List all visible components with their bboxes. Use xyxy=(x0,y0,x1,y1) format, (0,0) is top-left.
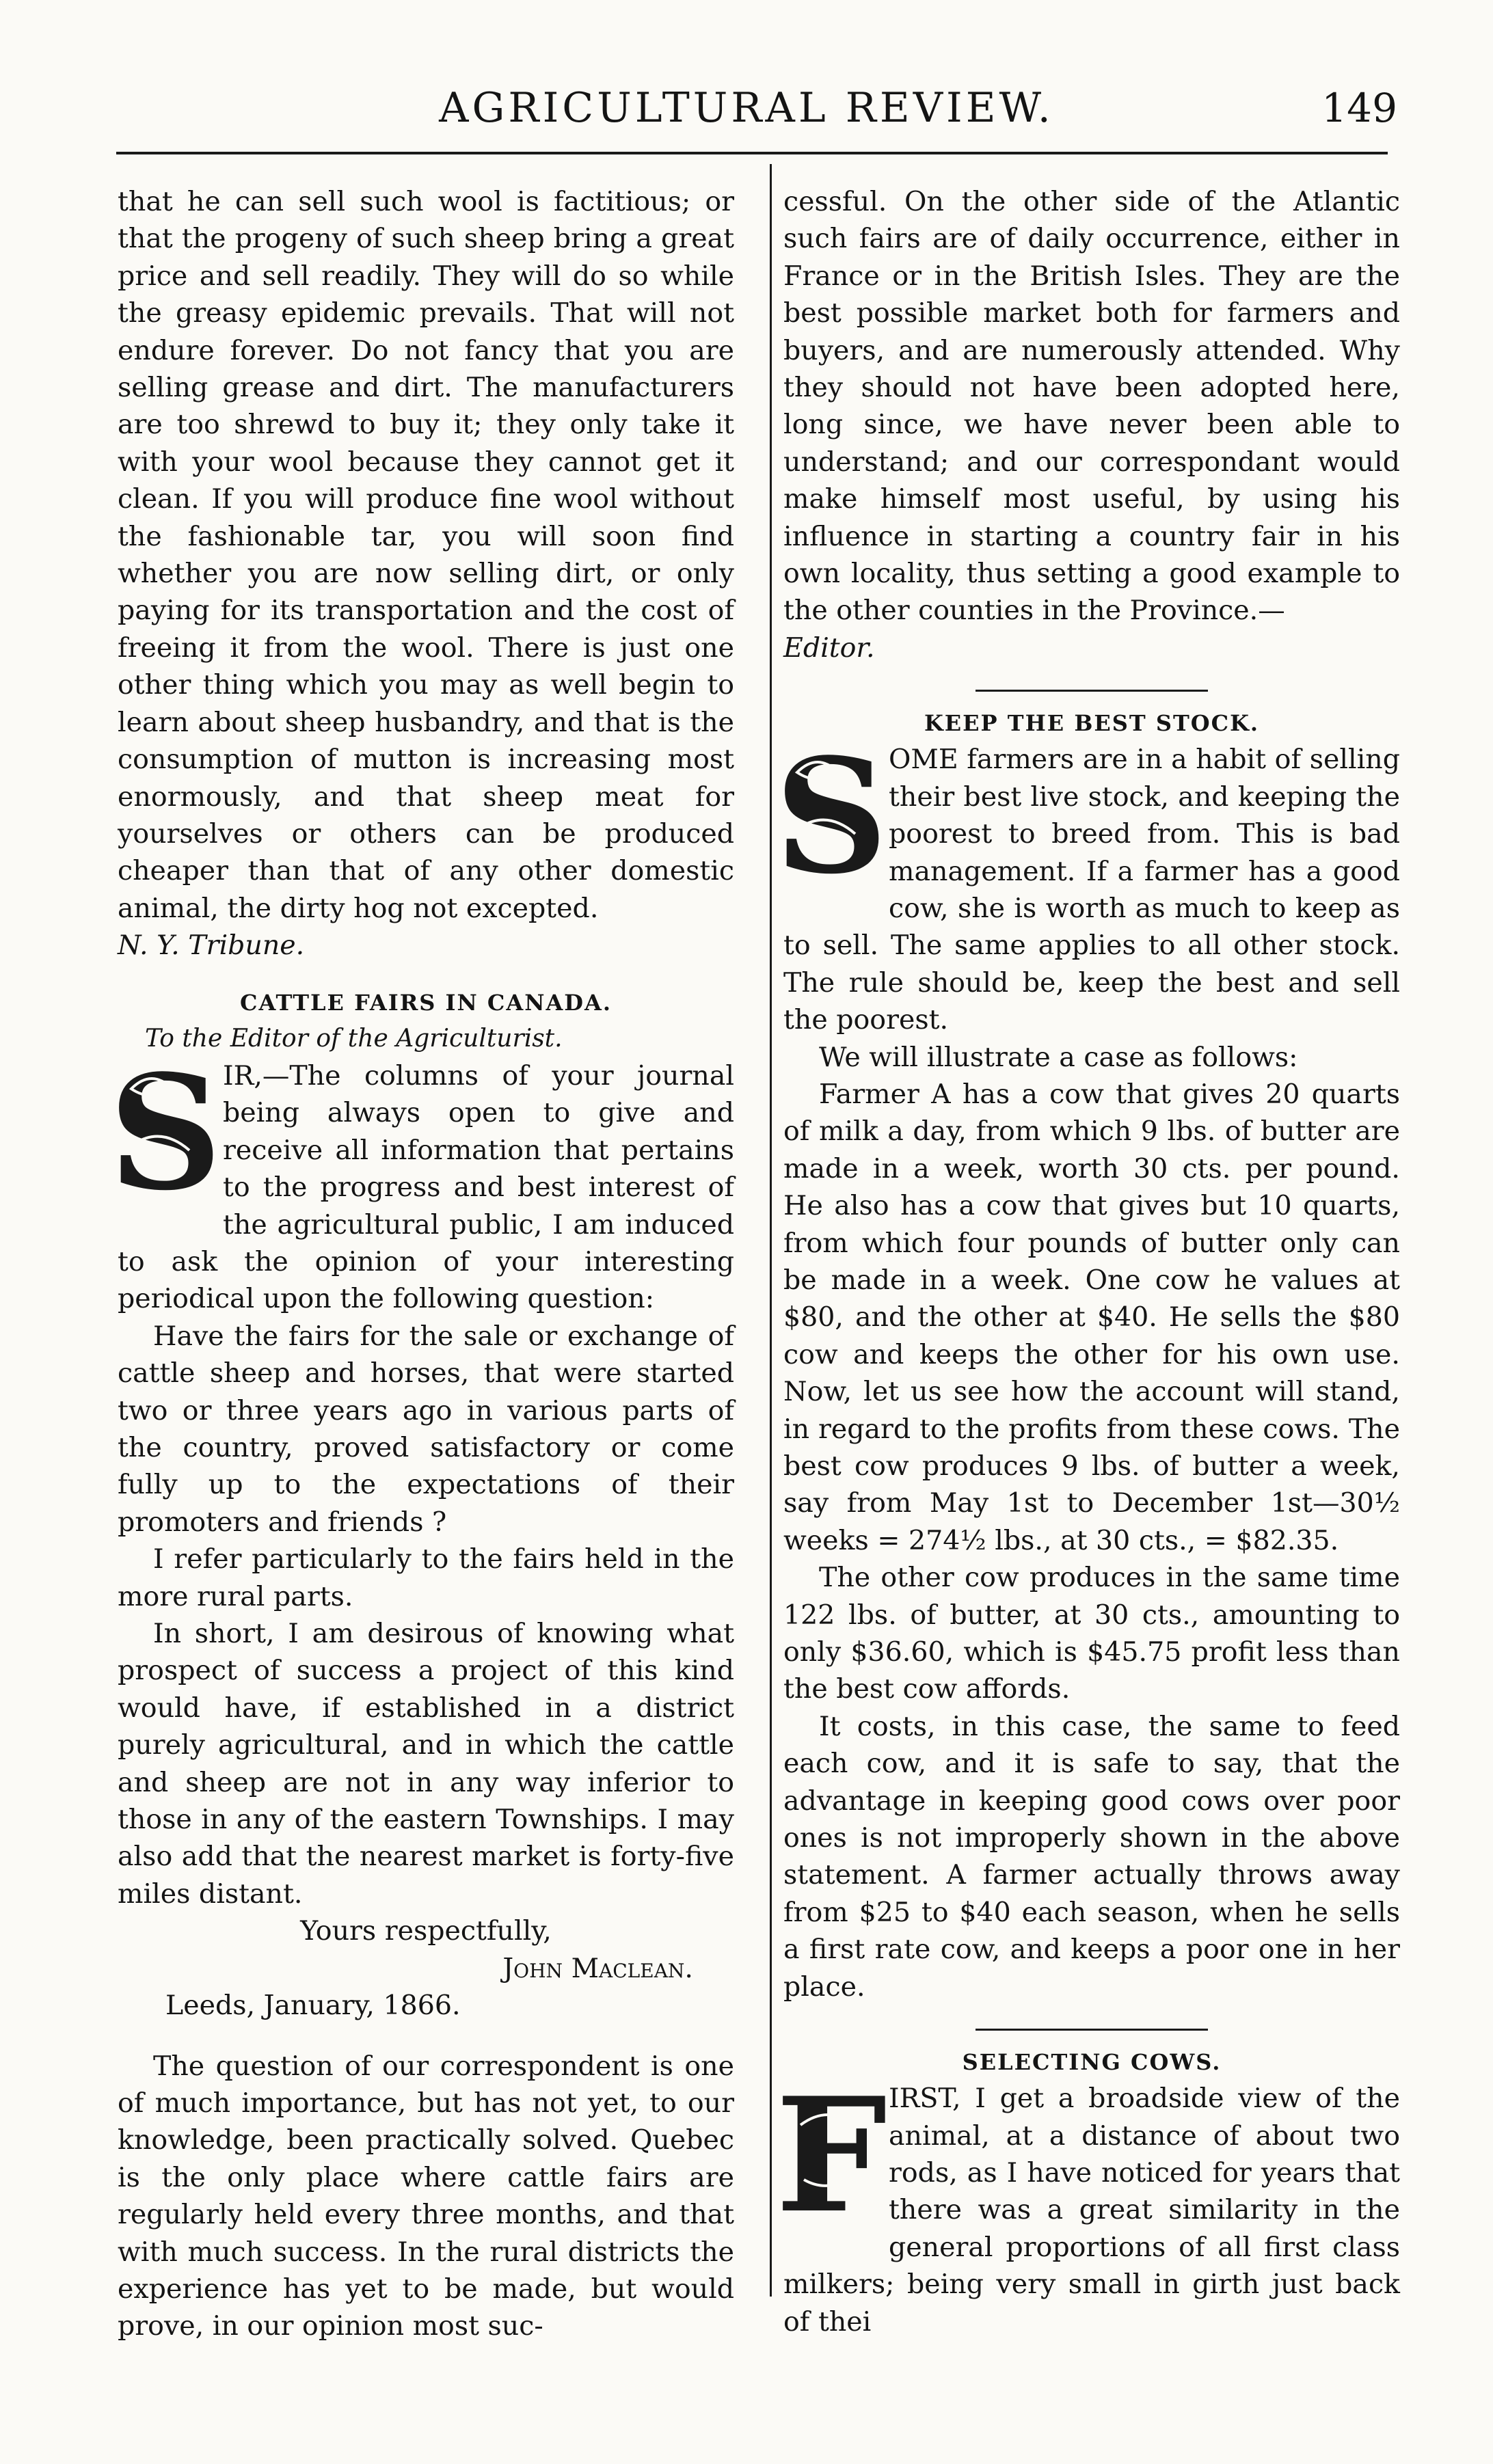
running-header xyxy=(0,81,1493,142)
paragraph: It costs, in this case, the same to feed each cow, and it is safe to say, that the advantage in keeping good cows over poor ones is not improperly shown in the above statement. A farmer actually throws away from $25 to $40 each season, when he sells a first rate cow, and keeps a poor one in her place. xyxy=(783,1710,1400,2003)
ornamental-dropcap-f-icon xyxy=(775,2063,887,2255)
letter-dateline: Leeds, January, 1866. xyxy=(165,1990,461,2022)
paragraph: OME farmers are in a habit of selling their best live stock, and keeping the poorest to breed from. This is bad management. If a farmer has a good cow, she is worth as much to keep as to sell. The same applies to all other stock. The rule should be, keep the best and sell the poorest. xyxy=(783,744,1400,1036)
paragraph: Have the fairs for the sale or exchange of cattle sheep and horses, that were started two or three years ago in various parts of the country, proved satisfactory or come fully up to the expectations of their promoters and friends ? xyxy=(118,1320,734,1538)
dropcap-letter: S xyxy=(774,725,889,910)
paragraph: We will illustrate a case as follows: xyxy=(819,1041,1298,1073)
paragraph: cessful. On the other side of the Atlantic such fairs are of daily occurrence, either in France or in the British Isles. They are the best possible market both for farmers and buyers, and are numerously attended. Why they should not have been adopted here, long since, we have never been able to understand; and our correspondant would make himself most useful, by using his influence in starting a country fair in his own locality, thus setting a good example to the other counties in the Province.— xyxy=(783,186,1400,627)
page-number: 149 xyxy=(1321,85,1397,131)
letter-closing: Yours respectfully, xyxy=(300,1915,552,1947)
paragraph: I refer particularly to the fairs held in the more rural parts. xyxy=(118,1543,734,1612)
section-rule xyxy=(976,2029,1208,2031)
letter-signature: John Maclean. xyxy=(502,1952,693,1984)
article-title: SELECTING COWS. xyxy=(962,2049,1222,2076)
section-rule xyxy=(976,690,1208,692)
column-divider xyxy=(770,164,772,2297)
left-column xyxy=(108,183,734,2345)
paragraph: IRST, I get a broadside view of the animal, at a distance of about two rods, as I have noticed for years that there was a great similarity in the general proportions of all first class milkers; being very small in girth just back of thei xyxy=(783,2083,1400,2338)
ornamental-dropcap-s-icon xyxy=(108,1040,223,1232)
ornamental-dropcap-s-icon xyxy=(774,725,889,916)
paragraph: Farmer A has a cow that gives 20 quarts of milk a day, from which 9 lbs. of butter are made in a week, worth 30 cts. per pound. He also has a cow that gives but 10 quarts, from which four pounds of butter only can be made in a week. One cow he values at $80, and the other at $40. He sells the $80 cow and keeps the other for his own use. Now, let us see how the account will stand, in regard to the profits from these cows. The best cow produces 9 lbs. of butter a week, say from May 1st to December 1st—30½ weeks = 274½ lbs., at 30 cts., = $82.35. xyxy=(783,1078,1400,1556)
editor-credit: Editor. xyxy=(783,632,875,664)
paragraph: IR,—The columns of your journal being always open to give and receive all information that pertains to the progress and best interest of the agricultural public, I am induced to ask the opinion of your interesting periodical upon the following question: xyxy=(118,1059,734,1315)
paragraph: The question of our correspondent is one of much importance, but has not yet, to our knowledge, been practically solved. Quebec is the only place where cattle fairs are regularly held every three months, and that with much success. In the rural districts the experience has yet to be made, but would prove, in our opinion most suc- xyxy=(118,2050,734,2342)
running-title: AGRICULTURAL REVIEW. xyxy=(439,84,1054,132)
source-credit: N. Y. Tribune. xyxy=(118,930,305,962)
paragraph: The other cow produces in the same time 122 lbs. of butter, at 30 cts., amounting to only $36.60, which is $45.75 profit less than the best cow affords. xyxy=(783,1562,1400,1705)
dropcap-letter: F xyxy=(775,2063,887,2249)
dropcap-letter: S xyxy=(108,1040,223,1226)
right-column xyxy=(774,183,1400,2340)
addressee: To the Editor of the Agriculturist. xyxy=(145,1024,563,1053)
header-rule xyxy=(116,152,1388,154)
paragraph: that he can sell such wool is factitious; or that the progeny of such sheep bring a great price and sell readily. They will do so while the greasy epidemic prevails. That will not endure forever. Do not fancy that you are selling grease and dirt. The manufacturers are too shrewd to buy it; they only take it with your wool because they cannot get it clean. If you will produce fine wool without the fashionable tar, you will soon find whether you are now selling dirt, or only paying for its transportation and the cost of freeing it from the wool. There is just one other thing which you may as well begin to learn about sheep husbandry, and that is the consumption of mutton is increasing most enormously, and that sheep meat for yourselves or others can be produced cheaper than that of any other domestic animal, the dirty hog not excepted. xyxy=(118,186,734,924)
article-title: CATTLE FAIRS IN CANADA. xyxy=(240,989,612,1016)
article-title: KEEP THE BEST STOCK. xyxy=(924,710,1260,737)
paragraph: In short, I am desirous of knowing what prospect of success a project of this kind would have, if established in a district purely agricultural, and in which the cattle and sheep are not in any way inferior to those in any of the eastern Townships. I may also add that the nearest market is forty-five miles distant. xyxy=(118,1618,734,1910)
